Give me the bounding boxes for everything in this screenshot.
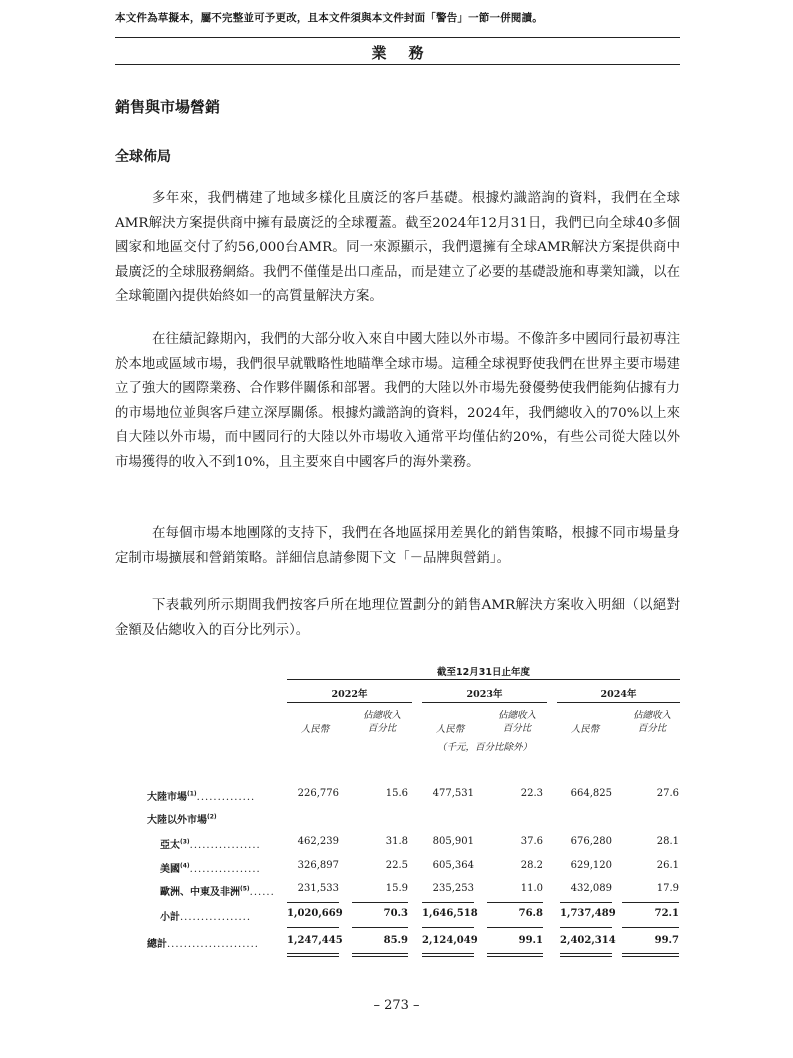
table-cell: 99.7 xyxy=(654,935,679,946)
table-cell: 15.9 xyxy=(385,883,408,894)
col-pct-line-1: 佔總收入 xyxy=(362,710,401,721)
col-pct-line-2: 百分比 xyxy=(637,723,667,734)
total-rule xyxy=(422,927,474,928)
subtotal-rule xyxy=(622,902,679,903)
double-rule xyxy=(487,953,543,957)
table-cell: 31.8 xyxy=(385,836,408,847)
col-pct-2023 xyxy=(487,709,547,735)
row-label-us: 美國$^{(4)}$................. xyxy=(160,862,261,875)
paragraph-3: 在每個市場本地團隊的支持下，我們在各地區採用差異化的銷售策略，根據不同市場量身定制市場擴展和營銷策略。詳細信息請參閱下文「－品牌與營銷」。 xyxy=(115,526,680,566)
row-label-text: 美國 xyxy=(160,864,180,875)
col-pct-line-2: 百分比 xyxy=(502,723,532,734)
row-label-text: 總計 xyxy=(147,939,167,950)
total-rule xyxy=(560,927,612,928)
row-label-total: 總計...................... xyxy=(147,939,259,950)
col-pct-line-2: 百分比 xyxy=(367,723,397,734)
col-rmb-2022: 人民幣 xyxy=(300,724,330,735)
table-cell: 22.5 xyxy=(385,860,408,871)
year-2024: 2024年 xyxy=(600,689,637,700)
row-label-text: 小計 xyxy=(160,912,180,923)
col-pct-line-1: 佔總收入 xyxy=(497,710,536,721)
table-cell: 15.6 xyxy=(385,788,408,799)
row-label-mainland: 大陸市場$^{(1)}$.............. xyxy=(147,790,256,803)
paragraph-4: 下表載列所示期間我們按客戶所在地理位置劃分的銷售AMR解決方案收入明細（以絕對金額及佔總收入的百分比列示）。 xyxy=(115,598,680,638)
table-cell: 28.2 xyxy=(520,860,543,871)
table-cell: 2,402,314 xyxy=(560,935,616,946)
col-rmb-2023: 人民幣 xyxy=(435,724,465,735)
table-cell: 2,124,049 xyxy=(422,935,478,946)
table-cell: 326,897 xyxy=(297,860,339,871)
table-cell: 235,253 xyxy=(432,883,474,894)
row-label-apac: 亞太$^{(3)}$................. xyxy=(160,838,261,851)
table-cell: 664,825 xyxy=(570,788,612,799)
row-label-text: 亞太 xyxy=(160,840,180,851)
year-2022: 2022年 xyxy=(331,689,368,700)
table-cell: 226,776 xyxy=(297,788,339,799)
double-rule xyxy=(352,953,408,957)
year-rule-2023 xyxy=(422,702,547,703)
col-pct-2022 xyxy=(352,709,412,735)
footnote-ref: (3) xyxy=(180,838,190,846)
table-cell: 1,646,518 xyxy=(422,908,478,919)
page-number: – 273 – xyxy=(373,998,420,1013)
col-rmb-2024: 人民幣 xyxy=(570,724,600,735)
table-cell: 477,531 xyxy=(432,788,474,799)
table-cell: 805,901 xyxy=(432,836,474,847)
total-rule xyxy=(352,927,408,928)
section-header: 業務 xyxy=(371,44,446,62)
footnote-ref: (2) xyxy=(207,813,217,821)
table-cell: 76.8 xyxy=(518,908,543,919)
table-cell: 17.9 xyxy=(656,883,679,894)
paragraph-1: 多年來，我們構建了地域多樣化且廣泛的客戶基礎。根據灼識諮詢的資料，我們在全球AMR解決方案提供商中擁有最廣泛的全球覆蓋。截至2024年12月31日，我們已向全球40多個國家和地區交付了約56,000台AMR。同一來源顯示，我們還擁有全球AMR解決方案提供商中最廣泛的全球服務網絡。我們不僅僅是出口產品，而是建立了必要的基礎設施和專業知識，以在全球範圍內提供始終如一的高質量解決方案。 xyxy=(115,191,680,304)
table-cell: 1,020,669 xyxy=(287,908,343,919)
footnote-ref: (5) xyxy=(240,885,250,893)
table-cell: 72.1 xyxy=(654,908,679,919)
subtotal-rule xyxy=(487,902,543,903)
table-cell: 22.3 xyxy=(520,788,543,799)
row-label-subtotal: 小計................. xyxy=(160,912,252,923)
total-rule xyxy=(287,927,339,928)
header-rule-bottom xyxy=(115,64,680,65)
header-rule-top xyxy=(115,37,680,38)
table-cell: 70.3 xyxy=(383,908,408,919)
subtotal-rule xyxy=(422,902,474,903)
paragraph-2: 在往績記錄期內，我們的大部分收入來自中國大陸以外市場。不像許多中國同行最初專注於本地或區域市場，我們很早就戰略性地瞄準全球市場。這種全球視野使我們在世界主要市場建立了強大的國際業務、合作夥伴關係和部署。我們的大陸以外市場先發優勢使我們能夠佔據有力的市場地位並與客戶建立深厚關係。根據灼識諮詢的資料，2024年，我們總收入的70%以上來自大陸以外市場，而中國同行的大陸以外市場收入通常平均僅佔約20%，有些公司從大陸以外市場獲得的收入不到10%，且主要來自中國客戶的海外業務。 xyxy=(115,332,680,470)
footnote-ref: (1) xyxy=(187,790,197,798)
row-label-overseas xyxy=(147,811,217,826)
table-caption: 截至12月31日止年度 xyxy=(437,667,530,678)
row-label-text: 歐洲、中東及非洲 xyxy=(160,887,240,898)
table-cell: 432,089 xyxy=(570,883,612,894)
footnote-ref: (4) xyxy=(180,862,190,870)
subtotal-rule xyxy=(287,902,339,903)
double-rule xyxy=(287,953,339,957)
table-rule-caption xyxy=(287,679,680,680)
total-rule xyxy=(487,927,543,928)
table-cell: 37.6 xyxy=(520,836,543,847)
table-cell: 231,533 xyxy=(297,883,339,894)
year-rule-2024 xyxy=(557,702,680,703)
page-subheading: 全球佈局 xyxy=(115,149,171,165)
table-cell: 629,120 xyxy=(570,860,612,871)
double-rule xyxy=(422,953,474,957)
table-cell: 28.1 xyxy=(656,836,679,847)
total-rule xyxy=(622,927,679,928)
row-label-text: 大陸以外市場 xyxy=(147,815,207,826)
table-cell: 85.9 xyxy=(383,935,408,946)
subtotal-rule xyxy=(352,902,408,903)
col-pct-2024 xyxy=(622,709,682,735)
table-cell: 605,364 xyxy=(432,860,474,871)
draft-notice: 本文件為草擬本，屬不完整並可予更改，且本文件須與本文件封面「警告」一節一併閱讀。 xyxy=(115,12,543,24)
table-cell: 11.0 xyxy=(520,883,543,894)
table-cell: 462,239 xyxy=(297,836,339,847)
table-cell: 1,737,489 xyxy=(560,908,616,919)
col-pct-line-1: 佔總收入 xyxy=(632,710,671,721)
table-cell: 99.1 xyxy=(518,935,543,946)
unit-note: （千元，百分比除外） xyxy=(436,742,532,753)
row-label-emea: 歐洲、中東及非洲$^{(5)}$...... xyxy=(160,885,275,898)
year-2023: 2023年 xyxy=(466,689,503,700)
table-cell: 27.6 xyxy=(656,788,679,799)
page-heading: 銷售與市場營銷 xyxy=(115,98,221,116)
table-cell: 26.1 xyxy=(656,860,679,871)
row-label-text: 大陸市場 xyxy=(147,792,187,803)
subtotal-rule xyxy=(560,902,612,903)
year-rule-2022 xyxy=(287,702,412,703)
table-cell: 676,280 xyxy=(570,836,612,847)
double-rule xyxy=(560,953,612,957)
double-rule xyxy=(622,953,679,957)
table-cell: 1,247,445 xyxy=(287,935,343,946)
